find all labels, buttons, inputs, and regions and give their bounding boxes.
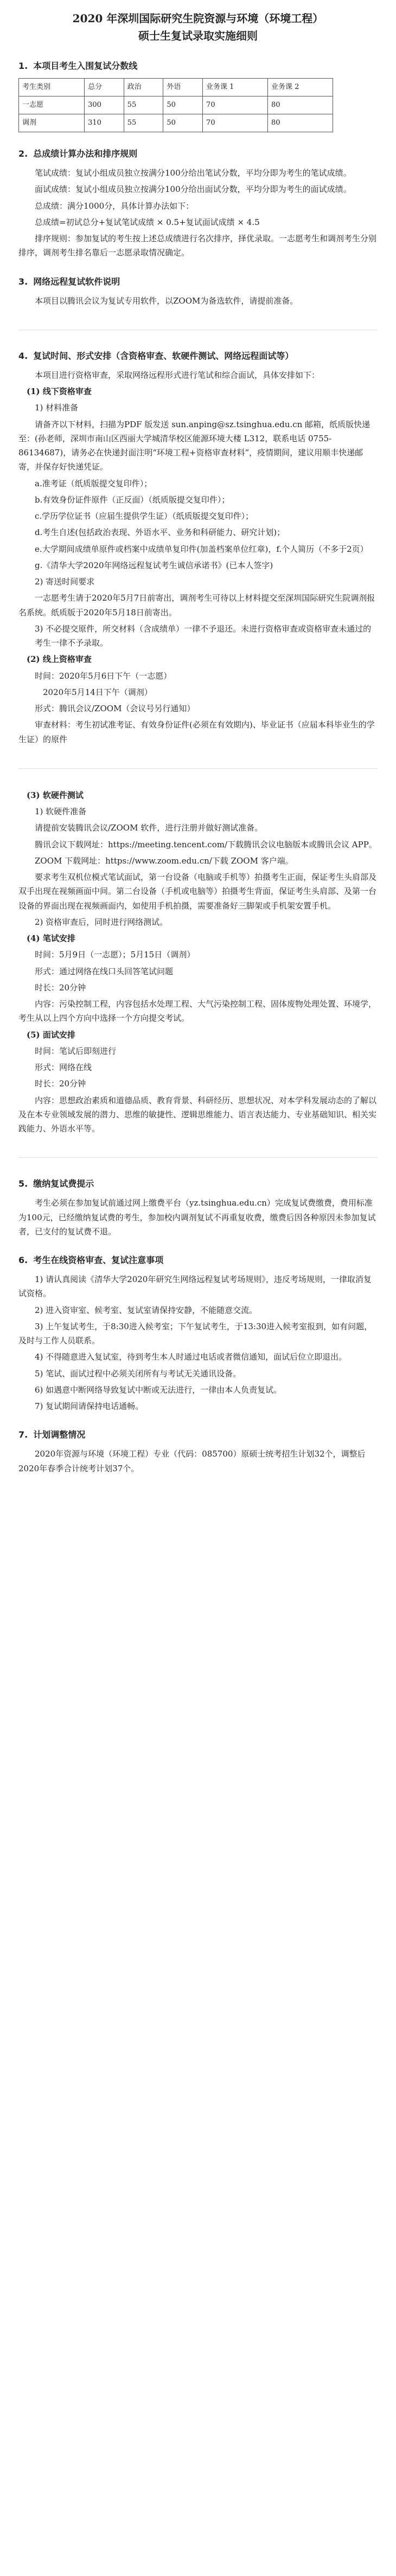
paragraph: 请提前安装腾讯会议/ZOOM 软件，进行注册并做好测试准备。 [35, 823, 263, 833]
paragraph: 考生必须在参加复试前通过网上缴费平台（yz.tsinghua.edu.cn）完成复试费缴费，费用标准为100元，已经缴纳复试费的考生，参加校内调剂复试不再重复收费，缴费后因各种原因未参加复试者，已支付的复试费不退。 [18, 1198, 376, 1237]
info-line: 时间：笔试后即刻进行 [35, 1046, 117, 1056]
paragraph: 2020年资源与环境（环境工程）专业（代码：085700）原硕士统考招生计划32个，调整后2020年春季合计统考计划37个。 [18, 1449, 366, 1473]
section-title: 总成绩计算办法和排序规则 [33, 149, 138, 159]
notice-item: 3) 上午复试考生，于8:30进入候考室；下午复试考生，于13:30进入候考室报到，如有问题，及时与工作人员联系。 [18, 1321, 373, 1345]
material-item: c.学历学位证书（应届生提供学生证）（纸质版提交复印件）； [35, 511, 254, 521]
info-line: 形式：通过网络在线口头回答笔试问题 [35, 966, 174, 976]
notice-item: 5) 笔试、面试过程中必须关闭所有与考试无关通讯设备。 [35, 1368, 241, 1379]
table-row [19, 114, 333, 132]
material-item: a.准考证（纸质版提交复印件）； [35, 478, 152, 488]
section-number: 3. [18, 276, 28, 287]
table-cell: 55 [124, 114, 163, 132]
section-number: 2. [18, 149, 28, 159]
paragraph: 本项目以腾讯会议为复试专用软件，以ZOOM为备选软件，请提前准备。 [35, 295, 298, 306]
material-item: d.考生自述(包括政治表现、外语水平、业务和科研能力、研究计划)； [35, 527, 285, 538]
table-header-cell: 外语 [163, 79, 203, 96]
section-number: 4. [18, 350, 28, 361]
info-line: 时长：20分钟 [35, 1079, 86, 1089]
item-heading: 2) 寄送时间要求 [35, 577, 95, 587]
material-item: b.有效身份证件原件（正反面）（纸质版提交复印件）； [35, 494, 230, 505]
info-line: 形式：腾讯会议/ZOOM（会议号另行通知） [35, 704, 195, 713]
table-cell: 80 [268, 96, 333, 114]
section-title: 计划调整情况 [33, 1429, 86, 1440]
info-line: 时间：2020年5月6日下午（一志愿） [35, 671, 172, 681]
paragraph: 面试成绩：复试小组成员独立按满分100分给出面试分数，平均分即为考生的面试成绩。 [35, 184, 352, 195]
paragraph: 请备齐以下材料，扫描为PDF 版发送 sun.anping@sz.tsinghua.edu.cn 邮箱，纸质版快递至：(孙老师，深圳市南山区西丽大学城清华校区能源环境大楼 L312，联系电话 0755-86134687)，请务必在快递封面注明“环境工程+资格审查材料”，疫情期间，建议用顺丰快递邮寄，并保存好快递凭证。 [18, 419, 371, 472]
section-6-heading [18, 1254, 378, 1267]
table-header-cell: 总分 [85, 79, 124, 96]
section-title: 考生在线资格审查、复试注意事项 [33, 1255, 164, 1265]
subsection-heading: (4) 笔试安排 [27, 933, 75, 943]
section-title: 复试时间、形式安排（含资格审查、软硬件测试、网络远程面试等） [33, 350, 294, 361]
paragraph: 总成绩：满分1000分，具体计算办法如下： [35, 201, 194, 211]
section-title: 网络远程复试软件说明 [33, 276, 120, 287]
paragraph: 笔试成绩：复试小组成员独立按满分100分给出笔试分数，平均分即为考生的笔试成绩。 [35, 168, 352, 178]
score-line-table [18, 78, 333, 132]
section-number: 6. [18, 1255, 28, 1265]
notice-item: 6) 如遇意中断网络导致复试中断或无法进行，一律由本人负责复试。 [35, 1384, 282, 1395]
subsection-heading: (3) 软硬件测试 [27, 790, 84, 800]
table-header-cell: 考生类别 [19, 79, 85, 96]
info-line: 形式：网络在线 [35, 1062, 92, 1072]
table-row [19, 96, 333, 114]
table-header-cell: 业务课 1 [203, 79, 268, 96]
section-number: 5. [18, 1178, 28, 1189]
paragraph: 内容：思想政治素质和道德品质、教育背景、科研经历、思想状况、对本学科发展动态的了解以及在本专业领域发展的潜力、思维的敏捷性、逻辑思维能力、语言表达能力、专业基础知识、相关实践能力、外语水平等。 [18, 1095, 377, 1134]
info-line: 时长：20分钟 [35, 982, 86, 993]
subsection-heading: (1) 线下资格审查 [27, 387, 92, 396]
section-title: 缴纳复试费提示 [33, 1178, 94, 1189]
notice-item: 2) 进入资审室、候考室、复试室请保持安静，不能随意交流。 [35, 1305, 258, 1315]
table-cell: 调剂 [19, 114, 85, 132]
paragraph: 内容：污染控制工程，内容包括水处理工程、大气污染控制工程、固体废物处理处置、环境学，考生从以上四个方向中选择一个方向提交考试。 [18, 999, 377, 1023]
score-formula: 总成绩=初试总分+复试笔试成绩 × 0.5+复试面试成绩 × 4.5 [35, 217, 260, 227]
paragraph: 要求考生双机位模式笔试面试，第一台设备（电脑或手机等）拍摄考生正面，保证考生头肩部及双手出现在视频画面中间。第二台设备（手机或电脑等）拍摄考生背面，保证考生头肩部、及第一台设备的界面出现在视频画面内，如使用手机拍摄，需要准备好三脚架或手机架安置手机。 [18, 872, 377, 911]
table-header-cell: 业务课 2 [268, 79, 333, 96]
document-subtitle: 硕士生复试录取实施细则 [138, 29, 258, 42]
table-cell: 55 [124, 96, 163, 114]
paragraph: ZOOM 下载网址：https://www.zoom.edu.cn/下载 ZOOM 客户端。 [35, 855, 293, 866]
material-item: e.大学期间成绩单原件或档案中成绩单复印件(加盖档案单位红章)，f.个人简历（不多于2页） [35, 544, 368, 554]
table-cell: 300 [85, 96, 124, 114]
paragraph: 排序规则：参加复试的考生按上述总成绩进行名次排序，择优录取。一志愿考生和调剂考生分别排序，调剂考生排名靠后一志愿录取情况确定。 [18, 234, 377, 258]
material-item: g.《清华大学2020年网络远程复试考生诚信承诺书》(已本人签字) [35, 560, 273, 570]
section-title: 本项目考生入围复试分数线 [33, 61, 138, 71]
table-cell: 310 [85, 114, 124, 132]
paragraph: 审查材料：考生初试准考证、有效身份证件(必须在有效期内)、毕业证书（应届本科毕业生的学生证）的原件 [18, 720, 375, 744]
table-cell: 70 [203, 96, 268, 114]
section-3-heading [18, 275, 378, 288]
notice-item: 4) 不得随意进入复试室，待到考生本人时通过电话或者微信通知，面试后位立即退出。 [35, 1352, 347, 1362]
section-7-heading [18, 1428, 378, 1441]
section-2-heading [18, 147, 378, 160]
table-cell: 50 [163, 96, 203, 114]
page-separator [18, 1157, 378, 1158]
document-title: 2020 年深圳国际研究生院资源与环境（环境工程） [72, 12, 324, 25]
section-1-heading [18, 60, 378, 73]
table-cell: 70 [203, 114, 268, 132]
item-heading: 3) 不必提交原件，所交材料（含成绩单）一律不予退还。未进行资格审查或资格审查未通过的考生一律不予录取。 [35, 623, 372, 648]
table-cell: 一志愿 [19, 96, 85, 114]
section-5-heading [18, 1177, 378, 1190]
notice-item: 1) 请认真阅读《清华大学2020年研究生网络远程复试考场规则》，违反考场规则，一律取消复试资格。 [18, 1274, 372, 1299]
info-line: 时间：5月9日（一志愿）；5月15日（调剂） [35, 950, 195, 960]
page-separator [18, 768, 378, 769]
paragraph: 本项目进行资格审查，采取网络远程形式进行笔试和综合面试，具体安排如下： [35, 370, 320, 380]
subsection-heading: (5) 面试安排 [27, 1029, 75, 1040]
subsection-heading: (2) 线上资格审查 [27, 654, 92, 665]
table-header-row [19, 79, 333, 96]
notice-item: 7) 复试期间请保持电话通畅。 [35, 1401, 144, 1411]
item-heading: 1) 材料准备 [35, 403, 79, 413]
item-heading: 2) 资格审查后，同时进行网络测试。 [35, 917, 168, 927]
paragraph: 一志愿考生请于2020年5月7日前寄出，调剂考生可待以上材料提交至深圳国际研究生院调剂报名系统。纸质版于2020年5月18日前寄出。 [18, 593, 375, 617]
table-cell: 80 [268, 114, 333, 132]
info-line: 2020年5月14日下午（调剂） [43, 687, 152, 697]
table-cell: 50 [163, 114, 203, 132]
item-heading: 1) 软硬件准备 [35, 807, 87, 816]
paragraph: 腾讯会议下载网址：https://meeting.tencent.com/下载腾讯会议电脑版本或腾讯会议 APP。 [35, 839, 377, 849]
section-number: 1. [18, 61, 28, 71]
table-header-cell: 政治 [124, 79, 163, 96]
section-number: 7. [18, 1429, 28, 1440]
section-4-heading [18, 350, 378, 363]
